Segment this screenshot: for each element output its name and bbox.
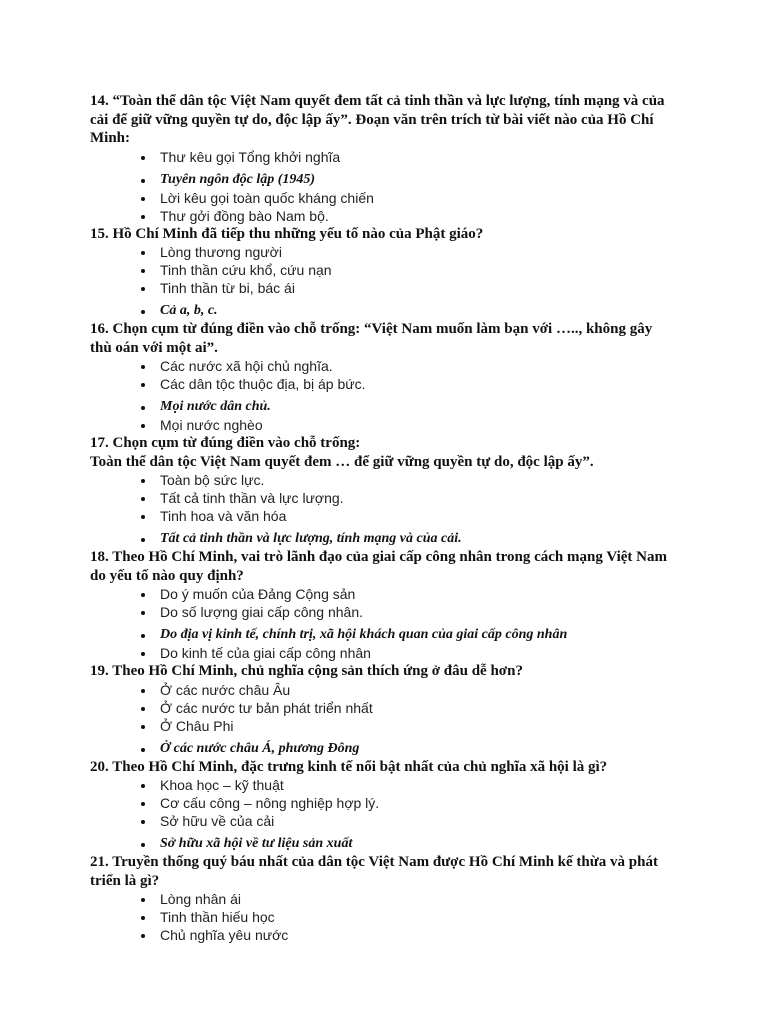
option-item: Mọi nước nghèo (90, 416, 690, 434)
option-item: Tinh thần hiếu học (90, 908, 690, 926)
option-item: Ở các nước châu Âu (90, 681, 690, 699)
option-list (90, 243, 690, 320)
question-text: triển là gì? (90, 872, 160, 889)
option-list (90, 890, 690, 944)
correct-option: Sở hữu xã hội về tư liệu sản xuất (90, 835, 690, 853)
option-item: Sở hữu về của cải (90, 812, 690, 830)
question-text: thù oán với một ai”. (90, 339, 218, 356)
correct-option: Tất cả tinh thần và lực lượng, tính mạng và của cải. (90, 530, 690, 548)
option-item: Thư kêu gọi Tổng khởi nghĩa (90, 148, 690, 166)
correct-option: Ở các nước châu Á, phương Đông (90, 740, 690, 758)
question-text: 14. “Toàn thể dân tộc Việt Nam quyết đem tất cả tinh thần và lực lượng, tính mạng và của (90, 93, 665, 109)
correct-option: Cả a, b, c. (90, 302, 690, 320)
question-text: 18. Theo Hồ Chí Minh, vai trò lãnh đạo của giai cấp công nhân trong cách mạng Việt Nam (90, 549, 668, 565)
option-item: Lòng nhân ái (90, 890, 690, 908)
correct-option: Mọi nước dân chủ. (90, 398, 690, 416)
option-item: Tinh thần từ bi, bác ái (90, 279, 690, 297)
option-item: Các nước xã hội chủ nghĩa. (90, 357, 690, 375)
option-item: Các dân tộc thuộc địa, bị áp bức. (90, 375, 690, 393)
question-text: 15. Hồ Chí Minh đã tiếp thu những yếu tố nào của Phật giáo? (90, 225, 484, 242)
option-item: Cơ cấu công – nông nghiệp hợp lý. (90, 794, 690, 812)
option-list (90, 585, 690, 662)
option-item: Ở Châu Phi (90, 717, 690, 735)
question-block (90, 434, 690, 548)
option-item: Lời kêu gọi toàn quốc kháng chiến (90, 189, 690, 207)
question-block (90, 225, 690, 321)
option-list (90, 776, 690, 853)
option-list (90, 357, 690, 434)
correct-option: Tuyên ngôn độc lập (1945) (90, 171, 690, 189)
question-text: cải để giữ vững quyền tự do, độc lập ấy”. Đoạn văn trên trích từ bài viết nào của Hồ Chí (90, 111, 654, 128)
option-item: Ở các nước tư bản phát triển nhất (90, 699, 690, 717)
question-text: 20. Theo Hồ Chí Minh, đặc trưng kinh tế nổi bật nhất của chủ nghĩa xã hội là gì? (90, 758, 608, 775)
question-text: Toàn thể dân tộc Việt Nam quyết đem … để giữ vững quyền tự do, độc lập ấy”. (90, 453, 594, 470)
question-text: 17. Chọn cụm từ đúng điền vào chỗ trống: (90, 435, 361, 451)
question-text: 21. Truyền thống quý báu nhất của dân tộc Việt Nam được Hồ Chí Minh kế thừa và phát (90, 854, 658, 870)
option-item: Tất cả tinh thần và lực lượng. (90, 489, 690, 507)
option-list (90, 681, 690, 758)
option-item: Khoa học – kỹ thuật (90, 776, 690, 794)
option-item: Tinh hoa và văn hóa (90, 507, 690, 525)
option-list (90, 148, 690, 225)
question-block (90, 662, 690, 758)
option-item: Do ý muốn của Đảng Cộng sản (90, 585, 690, 603)
question-text: 19. Theo Hồ Chí Minh, chủ nghĩa cộng sản thích ứng ở đâu dễ hơn? (90, 663, 523, 679)
document-body (90, 92, 690, 944)
question-block (90, 320, 690, 434)
option-item: Chủ nghĩa yêu nước (90, 926, 690, 944)
question-block (90, 92, 690, 225)
option-item: Thư gởi đồng bào Nam bộ. (90, 207, 690, 225)
question-block (90, 548, 690, 662)
question-block (90, 758, 690, 854)
option-item: Do kinh tế của giai cấp công nhân (90, 644, 690, 662)
correct-option: Do địa vị kinh tế, chính trị, xã hội khách quan của giai cấp công nhân (90, 626, 690, 644)
option-item: Tinh thần cứu khổ, cứu nạn (90, 261, 690, 279)
option-item: Toàn bộ sức lực. (90, 471, 690, 489)
option-item: Lòng thương người (90, 243, 690, 261)
question-text: 16. Chọn cụm từ đúng điền vào chỗ trống: “Việt Nam muốn làm bạn với ….., không gây (90, 321, 653, 337)
option-item: Do số lượng giai cấp công nhân. (90, 603, 690, 621)
option-list (90, 471, 690, 548)
question-text: do yếu tố nào quy định? (90, 567, 244, 584)
question-text: Minh: (90, 130, 131, 146)
question-block (90, 853, 690, 944)
